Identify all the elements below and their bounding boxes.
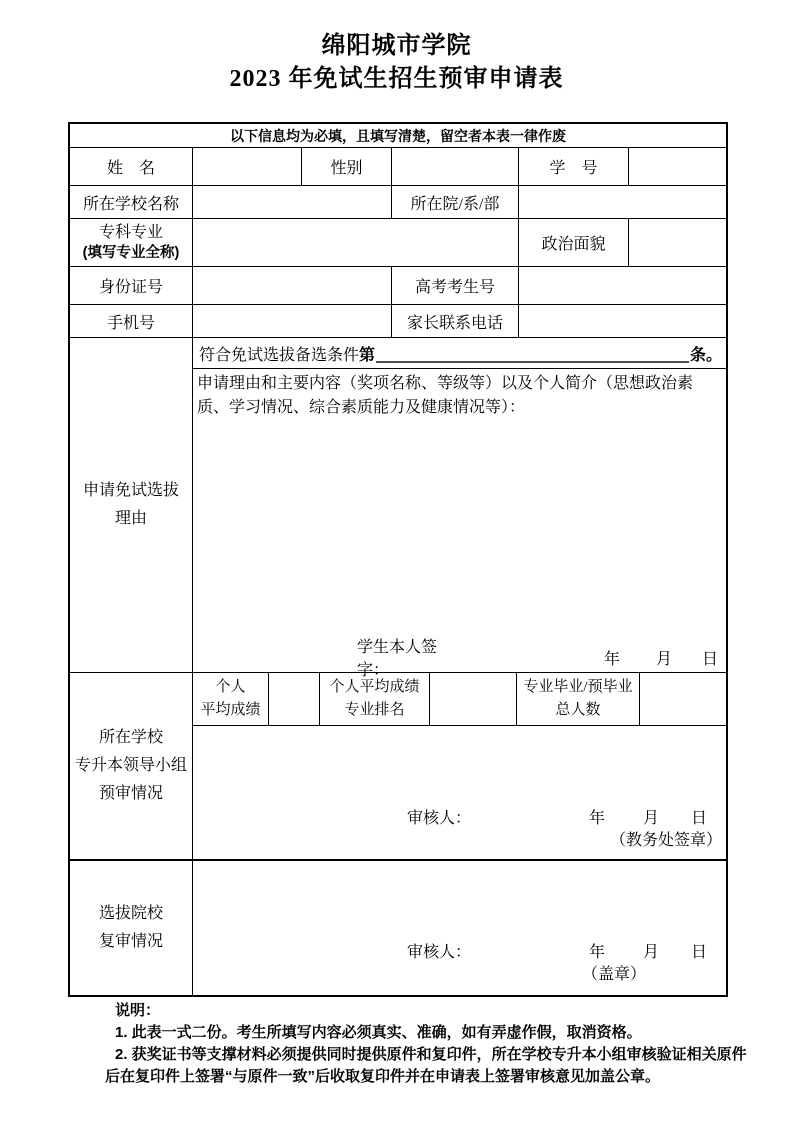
- review-month-label: 月: [643, 943, 660, 961]
- prereview-year-label: 年: [589, 809, 606, 827]
- row-phone-parentphone: [70, 305, 726, 338]
- department-value-cell: [519, 186, 726, 218]
- title-form-name: 2023 年免试生招生预审申请表: [229, 66, 564, 92]
- avg-score-value-cell: [269, 673, 320, 725]
- avg-score-label: [193, 673, 269, 725]
- table-header-row: [70, 124, 726, 148]
- prereview-month-label: 月: [643, 809, 660, 827]
- condition-prefix-text: 符合免试选拔备选条件: [199, 346, 360, 364]
- major-rank-value-cell: [430, 673, 517, 725]
- signature-year-label: 年: [603, 650, 620, 668]
- exemption-reason-section: [70, 338, 726, 679]
- row-idnumber-gaokao: [70, 267, 726, 305]
- school-name-label: 所在学校名称: [70, 186, 193, 218]
- signature-month-label: 月: [655, 650, 672, 668]
- document-title: [0, 0, 793, 96]
- condition-suffix-text: 条。: [689, 346, 722, 364]
- prereview-label-line3: 预审情况: [98, 785, 163, 802]
- id-number-value-cell: [193, 267, 392, 304]
- college-review-section: [70, 861, 726, 995]
- review-seal-note: （盖章）: [581, 966, 646, 983]
- phone-value-cell: [193, 305, 392, 337]
- review-reviewer-label: 审核人：: [407, 943, 472, 961]
- graduates-total-label-line1: 专业毕业/预毕业: [523, 679, 633, 695]
- department-label: 所在院/系/部: [392, 186, 519, 218]
- review-label-line1: 选拔院校: [98, 905, 163, 922]
- row-major-political: [70, 219, 726, 267]
- gender-value-cell: [392, 148, 519, 185]
- condition-di-text: 第: [359, 346, 376, 364]
- prereview-seal-note: （教务处签章）: [609, 832, 722, 849]
- prereview-label-line1: 所在学校: [98, 729, 163, 746]
- prereview-sign-area: [193, 726, 726, 859]
- review-section-label: [70, 861, 193, 995]
- name-label: 姓 名: [70, 148, 193, 185]
- graduates-total-value-cell: [640, 673, 726, 725]
- scores-sub-row: [193, 673, 726, 726]
- review-reviewer-line: [193, 937, 726, 963]
- school-prereview-section: [70, 673, 726, 861]
- prereview-section-label: [70, 673, 193, 859]
- avg-score-label-line1: 个人: [215, 679, 246, 695]
- form-notes: [105, 1000, 753, 1088]
- row-name-gender-id: [70, 148, 726, 186]
- signature-day-label: 日: [701, 650, 718, 668]
- gender-label: 性别: [302, 148, 392, 185]
- notes-item-2: 2. 获奖证书等支撑材料必须提供同时提供原件和复印件，所在学校专升本小组审核验证相关原件后在复印件上签署“与原件一致”后收取复印件并在申请表上签署审核意见加盖公章。: [105, 1046, 747, 1085]
- review-year-label: 年: [589, 943, 606, 961]
- condition-blank-line: [376, 361, 689, 363]
- review-sign-area: [193, 861, 726, 995]
- required-fields-note: 以下信息均为必填，且填写清楚，留空者本表一律作废: [230, 127, 566, 144]
- prereview-label-line2: 专升本领导小组: [74, 757, 187, 774]
- parent-phone-value-cell: [519, 305, 726, 337]
- row-school-department: [70, 186, 726, 219]
- student-signature-line: [197, 639, 718, 679]
- major-value-cell: [193, 219, 519, 266]
- condition-number-row: [193, 338, 726, 369]
- phone-label: 手机号: [70, 305, 193, 337]
- prereview-day-label: 日: [691, 809, 708, 827]
- major-rank-label-line2: 专业排名: [344, 702, 405, 718]
- major-rank-label-line1: 个人平均成绩: [329, 679, 420, 695]
- reason-label-line2: 理由: [114, 510, 147, 527]
- graduates-total-label-line2: 总人数: [555, 702, 601, 718]
- reason-label-line1: 申请免试选拔: [82, 482, 179, 499]
- notes-item-1: 1. 此表一式二份。考生所填写内容必须真实、准确，如有弄虚作假，取消资格。: [115, 1024, 642, 1041]
- reason-writing-area: [193, 369, 726, 679]
- major-label-note: (填写专业全称): [82, 244, 180, 261]
- id-number-label: 身份证号: [70, 267, 193, 304]
- gaokao-number-label: 高考考生号: [392, 267, 519, 304]
- reason-section-label: [70, 338, 193, 672]
- review-day-label: 日: [691, 943, 708, 961]
- review-label-line2: 复审情况: [98, 933, 163, 950]
- major-label: [70, 219, 193, 266]
- student-id-label: 学 号: [519, 148, 629, 185]
- review-section-body: [193, 861, 726, 995]
- prereview-reviewer-line: [193, 803, 726, 829]
- notes-heading: 说明：: [115, 1002, 161, 1019]
- major-label-text: 专科专业: [98, 223, 163, 241]
- school-name-value-cell: [193, 186, 392, 218]
- major-rank-label: [320, 673, 430, 725]
- parent-phone-label: 家长联系电话: [392, 305, 519, 337]
- graduates-total-label: [517, 673, 640, 725]
- application-form-table: [68, 122, 728, 997]
- signature-label: 学生本人签字：: [357, 639, 438, 679]
- political-status-label: 政治面貌: [519, 219, 629, 266]
- political-status-value-cell: [629, 219, 726, 266]
- title-school-name: 绵阳城市学院: [321, 33, 472, 59]
- avg-score-label-line2: 平均成绩: [200, 702, 261, 718]
- student-id-value-cell: [629, 148, 726, 185]
- prereview-section-body: [193, 673, 726, 859]
- gaokao-number-value-cell: [519, 267, 726, 304]
- reason-section-body: [193, 338, 726, 679]
- prereview-reviewer-label: 审核人：: [407, 809, 472, 827]
- reason-prompt-text: 申请理由和主要内容（奖项名称、等级等）以及个人简介（思想政治素质、学习情况、综合素质能力及健康情况等）：: [197, 375, 694, 416]
- name-value-cell: [193, 148, 302, 185]
